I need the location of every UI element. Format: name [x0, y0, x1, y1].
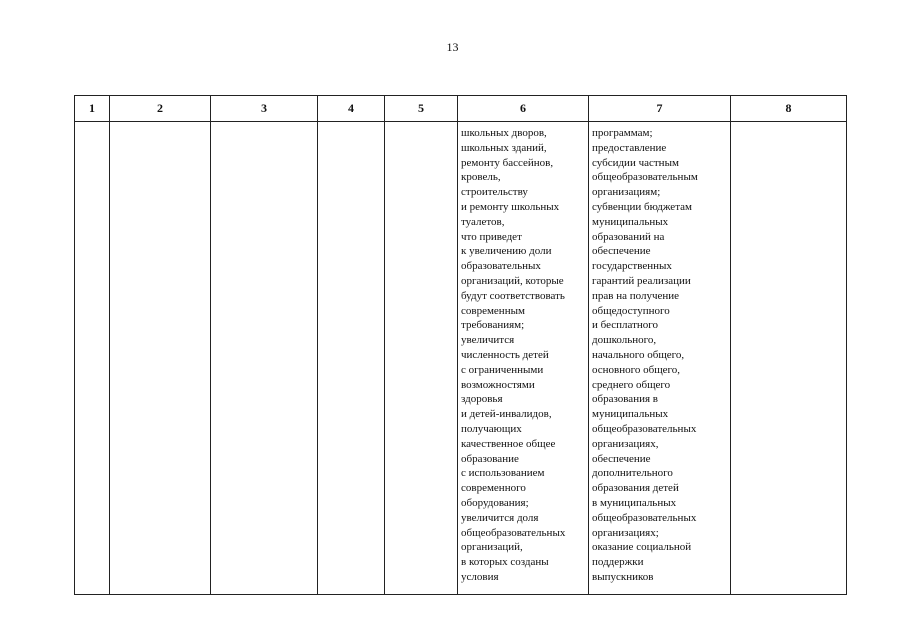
text-line: условия: [461, 570, 499, 583]
text-line: увеличится: [461, 334, 515, 347]
table-row: [75, 122, 847, 595]
text-line: современным: [461, 304, 525, 317]
text-line: муниципальных: [592, 215, 669, 228]
text-line: прав на получение: [592, 289, 680, 302]
text-line: общедоступного: [592, 304, 670, 317]
text-line: современного: [461, 482, 526, 495]
text-line: выпускников: [592, 570, 654, 583]
text-line: обеспечение: [592, 245, 651, 258]
cell-col-8: [731, 122, 847, 595]
header-col-2: 2: [110, 96, 211, 122]
text-line: организациям;: [592, 186, 661, 199]
text-line: дошкольного,: [592, 334, 657, 347]
text-line: в которых созданы: [461, 556, 549, 569]
text-line: субвенции бюджетам: [592, 200, 692, 213]
text-line: организациях,: [592, 437, 659, 450]
text-line: среднего общего: [592, 378, 671, 391]
text-line: будут соответствовать: [461, 289, 565, 302]
text-line: и детей-инвалидов,: [461, 408, 552, 421]
text-line: обеспечение: [592, 452, 651, 465]
header-col-5: 5: [385, 96, 458, 122]
text-line: увеличится доля: [461, 511, 539, 524]
text-line: что приведет: [461, 230, 522, 243]
header-col-3: 3: [211, 96, 318, 122]
header-col-1: 1: [75, 96, 110, 122]
text-line: общеобразовательных: [592, 422, 697, 435]
text-line: образования детей: [592, 482, 679, 495]
text-line: государственных: [592, 260, 672, 273]
text-line: получающих: [461, 422, 522, 435]
text-line: образования в: [592, 393, 658, 406]
text-line: качественное общее: [461, 437, 556, 450]
text-line: в муниципальных: [592, 496, 677, 509]
text-line: к увеличению доли: [461, 245, 552, 258]
header-row: [75, 96, 847, 122]
text-line: образований на: [592, 230, 665, 243]
cell-col-3: [211, 122, 318, 595]
text-line: оказание социальной: [592, 541, 692, 554]
text-line: образование: [461, 452, 519, 465]
text-line: предоставление: [592, 141, 667, 154]
text-line: образовательных: [461, 260, 541, 273]
header-col-6: 6: [458, 96, 589, 122]
text-line: оборудования;: [461, 496, 529, 509]
text-line: гарантий реализации: [592, 274, 691, 287]
text-line: школьных дворов,: [461, 127, 547, 139]
text-line: общеобразовательным: [592, 171, 698, 184]
text-line: туалетов,: [461, 215, 505, 228]
text-line: субсидии частным: [592, 156, 679, 169]
cell-col-4: [318, 122, 385, 595]
col7-text: [589, 122, 730, 585]
text-line: общеобразовательных: [592, 511, 697, 524]
text-line: возможностями: [461, 378, 535, 391]
header-col-8: 8: [731, 96, 847, 122]
text-line: с ограниченными: [461, 363, 544, 376]
text-line: и ремонту школьных: [461, 200, 560, 213]
text-line: основного общего,: [592, 363, 681, 376]
text-line: дополнительного: [592, 467, 673, 480]
text-line: организациях;: [592, 526, 659, 539]
cell-col-7: [589, 122, 731, 595]
header-col-7: 7: [589, 96, 731, 122]
text-line: строительству: [461, 186, 528, 199]
text-line: организаций, которые: [461, 274, 564, 287]
cell-col-2: [110, 122, 211, 595]
col6-text: [458, 122, 588, 585]
text-line: здоровья: [461, 393, 503, 406]
cell-col-5: [385, 122, 458, 595]
text-line: с использованием: [461, 467, 545, 480]
page-number: 13: [446, 40, 459, 54]
text-line: организаций,: [461, 541, 523, 554]
text-line: и бесплатного: [592, 319, 659, 332]
cell-col-6: [458, 122, 589, 595]
text-line: муниципальных: [592, 408, 669, 421]
text-line: общеобразовательных: [461, 526, 566, 539]
text-line: поддержки: [592, 556, 644, 569]
text-line: ремонту бассейнов,: [461, 156, 554, 169]
text-line: требованиям;: [461, 319, 525, 332]
text-line: кровель,: [461, 171, 501, 184]
text-line: программам;: [592, 127, 653, 139]
text-line: начального общего,: [592, 348, 685, 361]
text-line: школьных зданий,: [461, 141, 547, 154]
document-table: [74, 95, 847, 595]
text-line: численность детей: [461, 348, 549, 361]
cell-col-1: [75, 122, 110, 595]
header-col-4: 4: [318, 96, 385, 122]
